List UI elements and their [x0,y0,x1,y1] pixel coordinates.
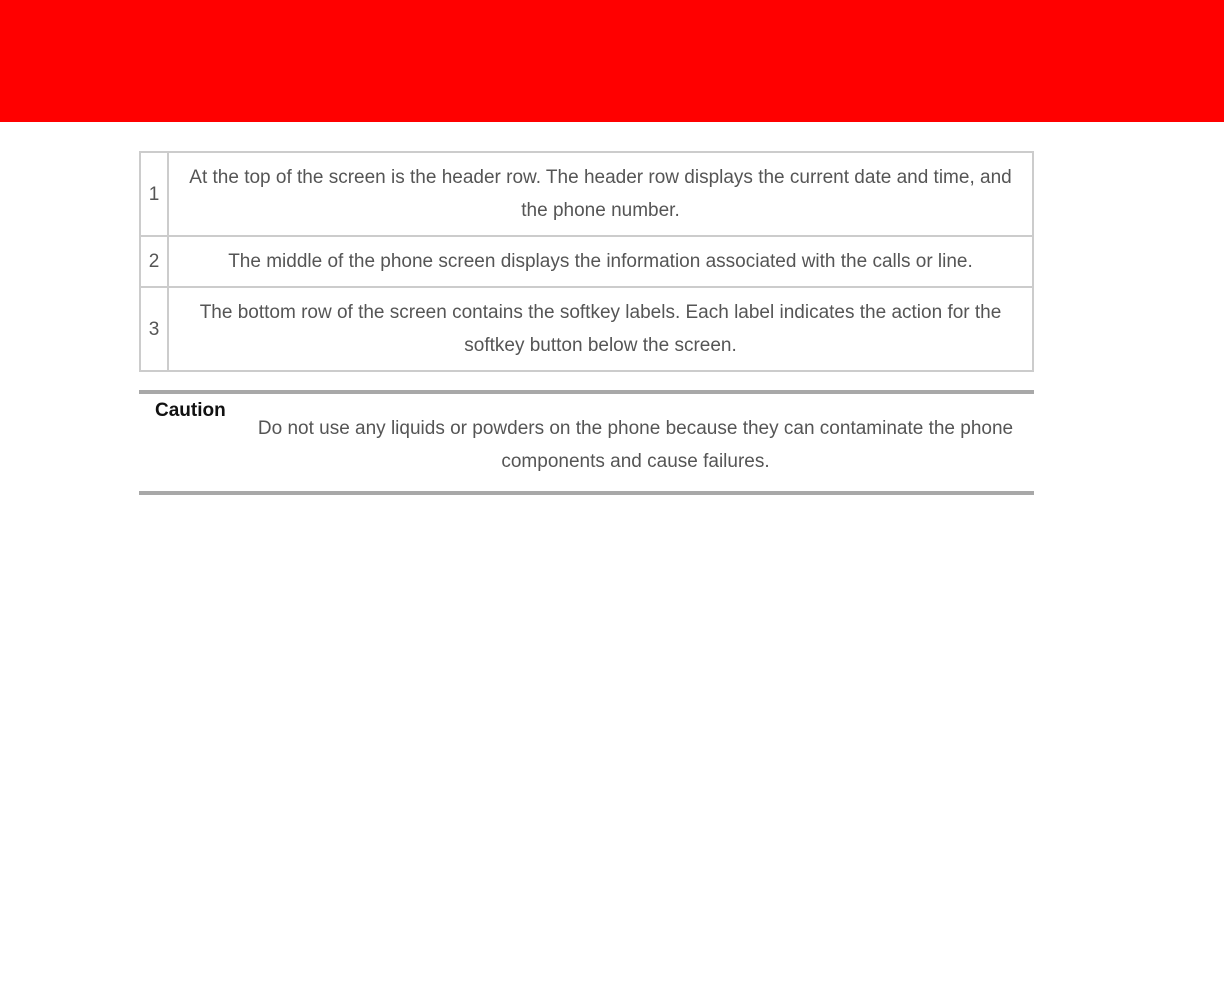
caution-label: Caution [155,400,226,421]
header-band [0,0,1224,122]
steps-table [139,151,1034,372]
step-number: 3 [140,287,168,371]
content-area [139,151,1034,495]
step-number: 2 [140,236,168,287]
step-description: The middle of the phone screen displays the information associated with the calls or line. [168,236,1033,287]
table-row [140,152,1033,236]
caution-note [139,390,1034,495]
step-number: 1 [140,152,168,236]
table-row [140,287,1033,371]
table-row [140,236,1033,287]
step-description: The bottom row of the screen contains the softkey labels. Each label indicates the action for the softkey button below the screen. [168,287,1033,371]
caution-text: Do not use any liquids or powders on the phone because they can contaminate the phone components and cause failures. [257,418,1014,472]
step-description: At the top of the screen is the header row. The header row displays the current date and time, and the phone number. [168,152,1033,236]
